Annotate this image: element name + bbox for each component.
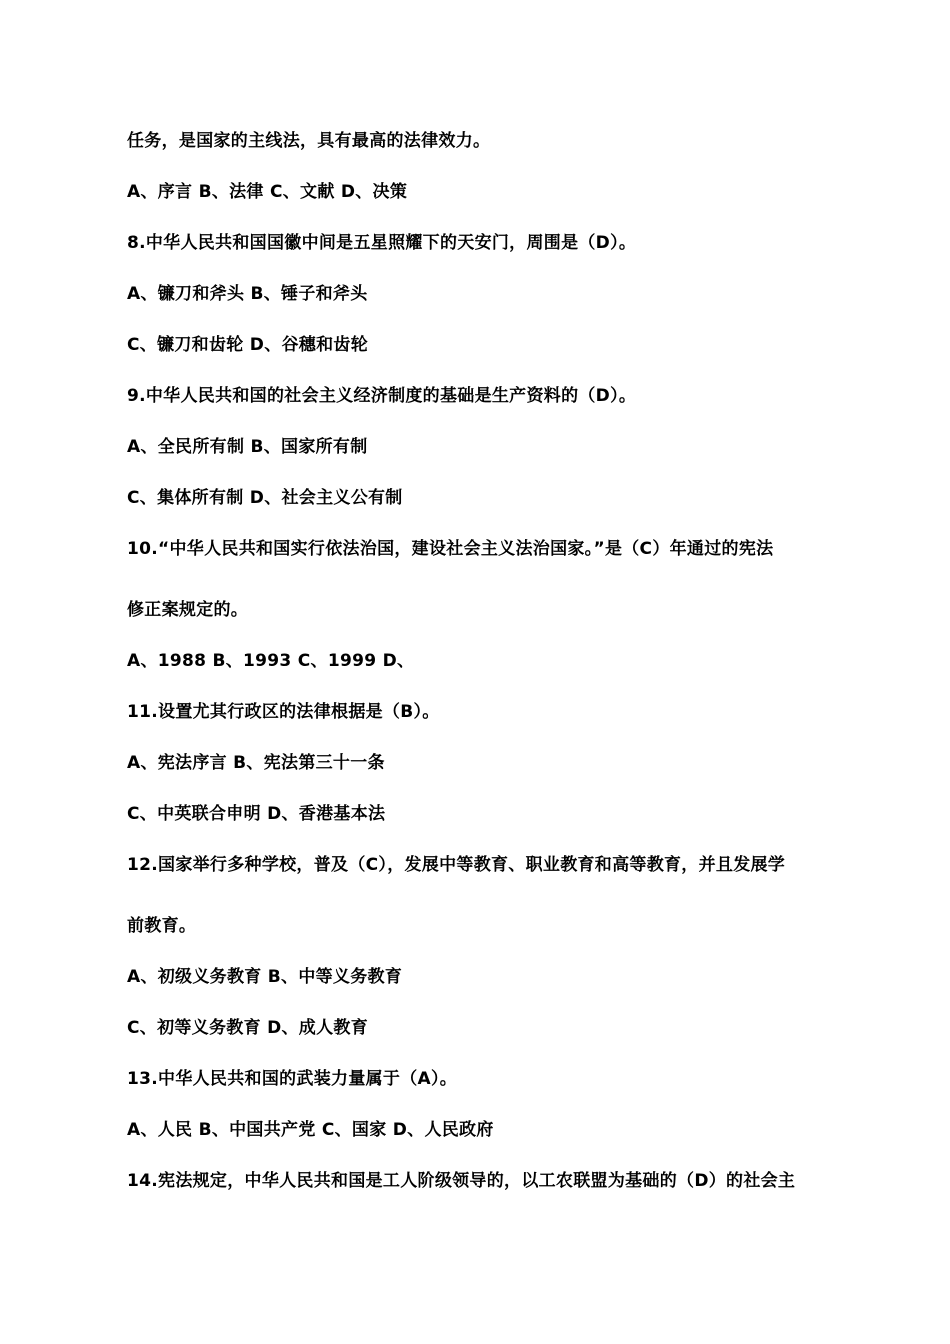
answer-options-q11-ab: A、宪法序言 B、宪法第三十一条	[127, 753, 385, 773]
question-8: 8.中华人民共和国国徽中间是五星照耀下的天安门，周围是（D）。	[127, 233, 637, 253]
answer-options-q12-cd: C、初等义务教育 D、成人教育	[127, 1018, 369, 1038]
text-line-continuation: 任务，是国家的主线法，具有最高的法律效力。	[127, 131, 491, 151]
question-14-line-1: 14.宪法规定，中华人民共和国是工人阶级领导的，以工农联盟为基础的（D）的社会主	[127, 1171, 796, 1191]
answer-options-q8-cd: C、镰刀和齿轮 D、谷穗和齿轮	[127, 335, 369, 355]
question-10-line-2: 修正案规定的。	[127, 600, 249, 620]
answer-options-q8-ab: A、镰刀和斧头 B、锤子和斧头	[127, 284, 368, 304]
answer-options-q9-ab: A、全民所有制 B、国家所有制	[127, 437, 368, 457]
question-11: 11.设置尤其行政区的法律根据是（B）。	[127, 702, 440, 722]
question-9: 9.中华人民共和国的社会主义经济制度的基础是生产资料的（D）。	[127, 386, 637, 406]
answer-options-q12-ab: A、初级义务教育 B、中等义务教育	[127, 967, 403, 987]
answer-options-q9-cd: C、集体所有制 D、社会主义公有制	[127, 488, 403, 508]
question-13: 13.中华人民共和国的武装力量属于（A）。	[127, 1069, 458, 1089]
answer-options-q7: A、序言 B、法律 C、文献 D、决策	[127, 182, 408, 202]
question-12-line-1: 12.国家举行多种学校，普及（C），发展中等教育、职业教育和高等教育，并且发展学	[127, 855, 786, 875]
question-10-line-1: 10.“中华人民共和国实行依法治国，建设社会主义法治国家。”是（C）年通过的宪法	[127, 539, 774, 559]
question-12-line-2: 前教育。	[127, 916, 197, 936]
answer-options-q13: A、人民 B、中国共产党 C、国家 D、人民政府	[127, 1120, 494, 1140]
answer-options-q11-cd: C、中英联合申明 D、香港基本法	[127, 804, 386, 824]
answer-options-q10: A、1988 B、1993 C、1999 D、	[127, 651, 415, 671]
